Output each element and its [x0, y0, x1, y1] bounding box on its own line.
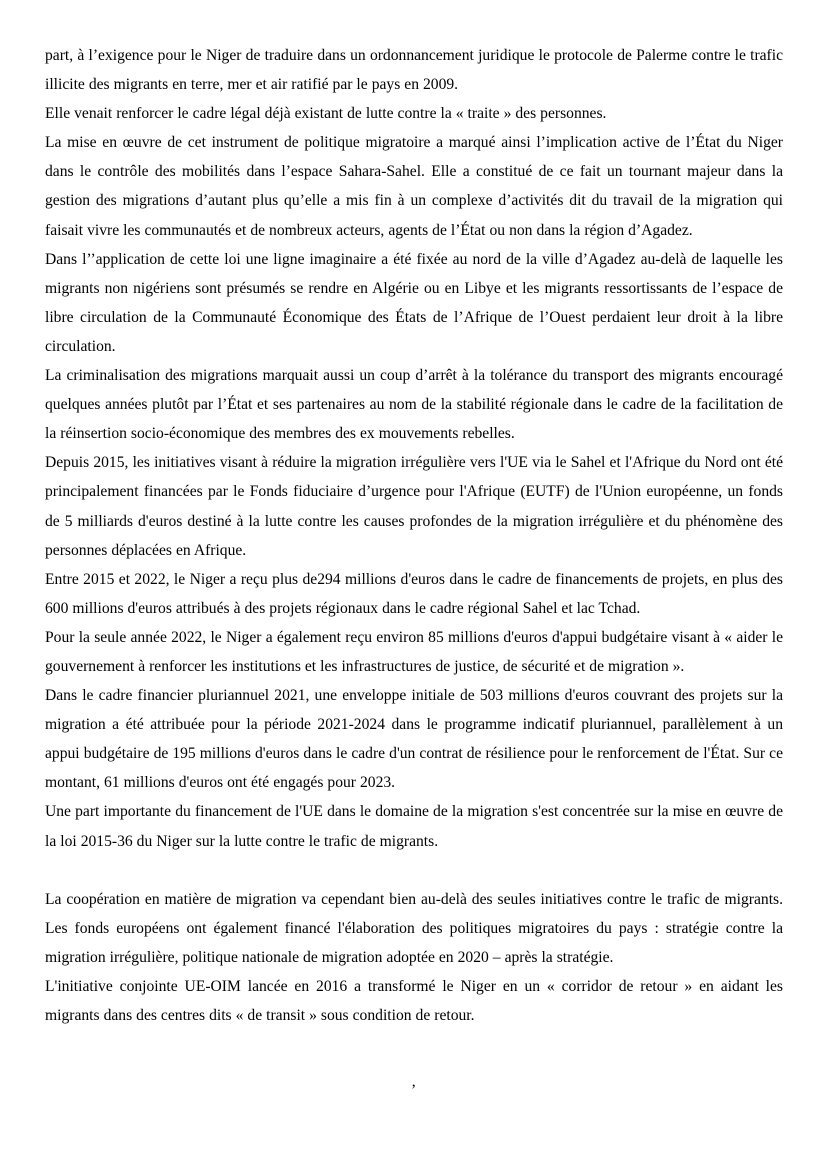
- body-text-column: [45, 41, 783, 1030]
- paragraph-12: L'initiative conjointe UE-OIM lancée en 2016 a transformé le Niger en un « corridor de retour » en aidant les migrants dans des centres dits « de transit » sous condition de retour.: [45, 978, 783, 1025]
- paragraph-1: part, à l’exigence pour le Niger de traduire dans un ordonnancement juridique le protocole de Palerme contre le trafic illicite des migrants en terre, mer et air ratifié par le pays en 2009.: [45, 47, 783, 94]
- stray-apostrophe-mark: ’: [411, 1082, 417, 1099]
- paragraph-5: La criminalisation des migrations marquait aussi un coup d’arrêt à la tolérance du transport des migrants encouragé quelques années plutôt par l’État et ses partenaires au nom de la stabilité régionale dans le cadre de la facilitation de la réinsertion socio-économique des membres des ex mouvements rebelles.: [45, 367, 783, 443]
- paragraph-8: Pour la seule année 2022, le Niger a également reçu environ 85 millions d'euros d'appui budgétaire visant à « aider le gouvernement à renforcer les institutions et les infrastructures de justice, de sécurité et de migration ».: [45, 628, 783, 675]
- paragraph-10: Une part importante du financement de l'UE dans le domaine de la migration s'est concentrée sur la mise en œuvre de la loi 2015-36 du Niger sur la lutte contre le trafic de migrants.: [45, 803, 783, 850]
- paragraph-6: Depuis 2015, les initiatives visant à réduire la migration irrégulière vers l'UE via le Sahel et l'Afrique du Nord ont été principalement financées par le Fonds fiduciaire d’urgence pour l'Afrique (EUTF) de l'Union européenne, un fonds de 5 milliards d'euros destiné à la lutte contre les causes profondes de la migration irrégulière et du phénomène des personnes déplacées en Afrique.: [45, 454, 783, 559]
- paragraph-11: La coopération en matière de migration va cependant bien au-delà des seules initiatives contre le trafic de migrants. Les fonds européens ont également financé l'élaboration des politiques migratoires du pays : stratégie contre la migration irrégulière, politique nationale de migration adoptée en 2020 – après la stratégie.: [45, 890, 783, 966]
- paragraph-3: La mise en œuvre de cet instrument de politique migratoire a marqué ainsi l’implication active de l’État du Niger dans le contrôle des mobilités dans l’espace Sahara-Sahel. Elle a constitué de ce fait un tournant majeur dans la gestion des migrations d’autant plus qu’elle a mis fin à un complexe d’activités dit du travail de la migration qui faisait vivre les communautés et de nombreux acteurs, agents de l’État ou non dans la région d’Agadez.: [45, 134, 783, 239]
- paragraph-9: Dans le cadre financier pluriannuel 2021, une enveloppe initiale de 503 millions d'euros couvrant des projets sur la migration a été attribuée pour la période 2021-2024 dans le programme indicatif pluriannuel, parallèlement à un appui budgétaire de 195 millions d'euros dans le cadre d'un contrat de résilience pour le renforcement de l'État. Sur ce montant, 61 millions d'euros ont été engagés pour 2023.: [45, 687, 783, 792]
- paragraph-gap: [45, 856, 783, 885]
- paragraph-2: Elle venait renforcer le cadre légal déjà existant de lutte contre la « traite » des personnes.: [45, 105, 607, 123]
- paragraph-4: Dans l’’application de cette loi une ligne imaginaire a été fixée au nord de la ville d’Agadez au-delà de laquelle les migrants non nigériens sont présumés se rendre en Algérie ou en Libye et les migrants ressortissants de l’espace de libre circulation de la Communauté Économique des États de l’Afrique de l’Ouest perdaient leur droit à la libre circulation.: [45, 250, 783, 355]
- paragraph-7: Entre 2015 et 2022, le Niger a reçu plus de294 millions d'euros dans le cadre de financements de projets, en plus des 600 millions d'euros attribués à des projets régionaux dans le cadre régional Sahel et lac Tchad.: [45, 570, 783, 617]
